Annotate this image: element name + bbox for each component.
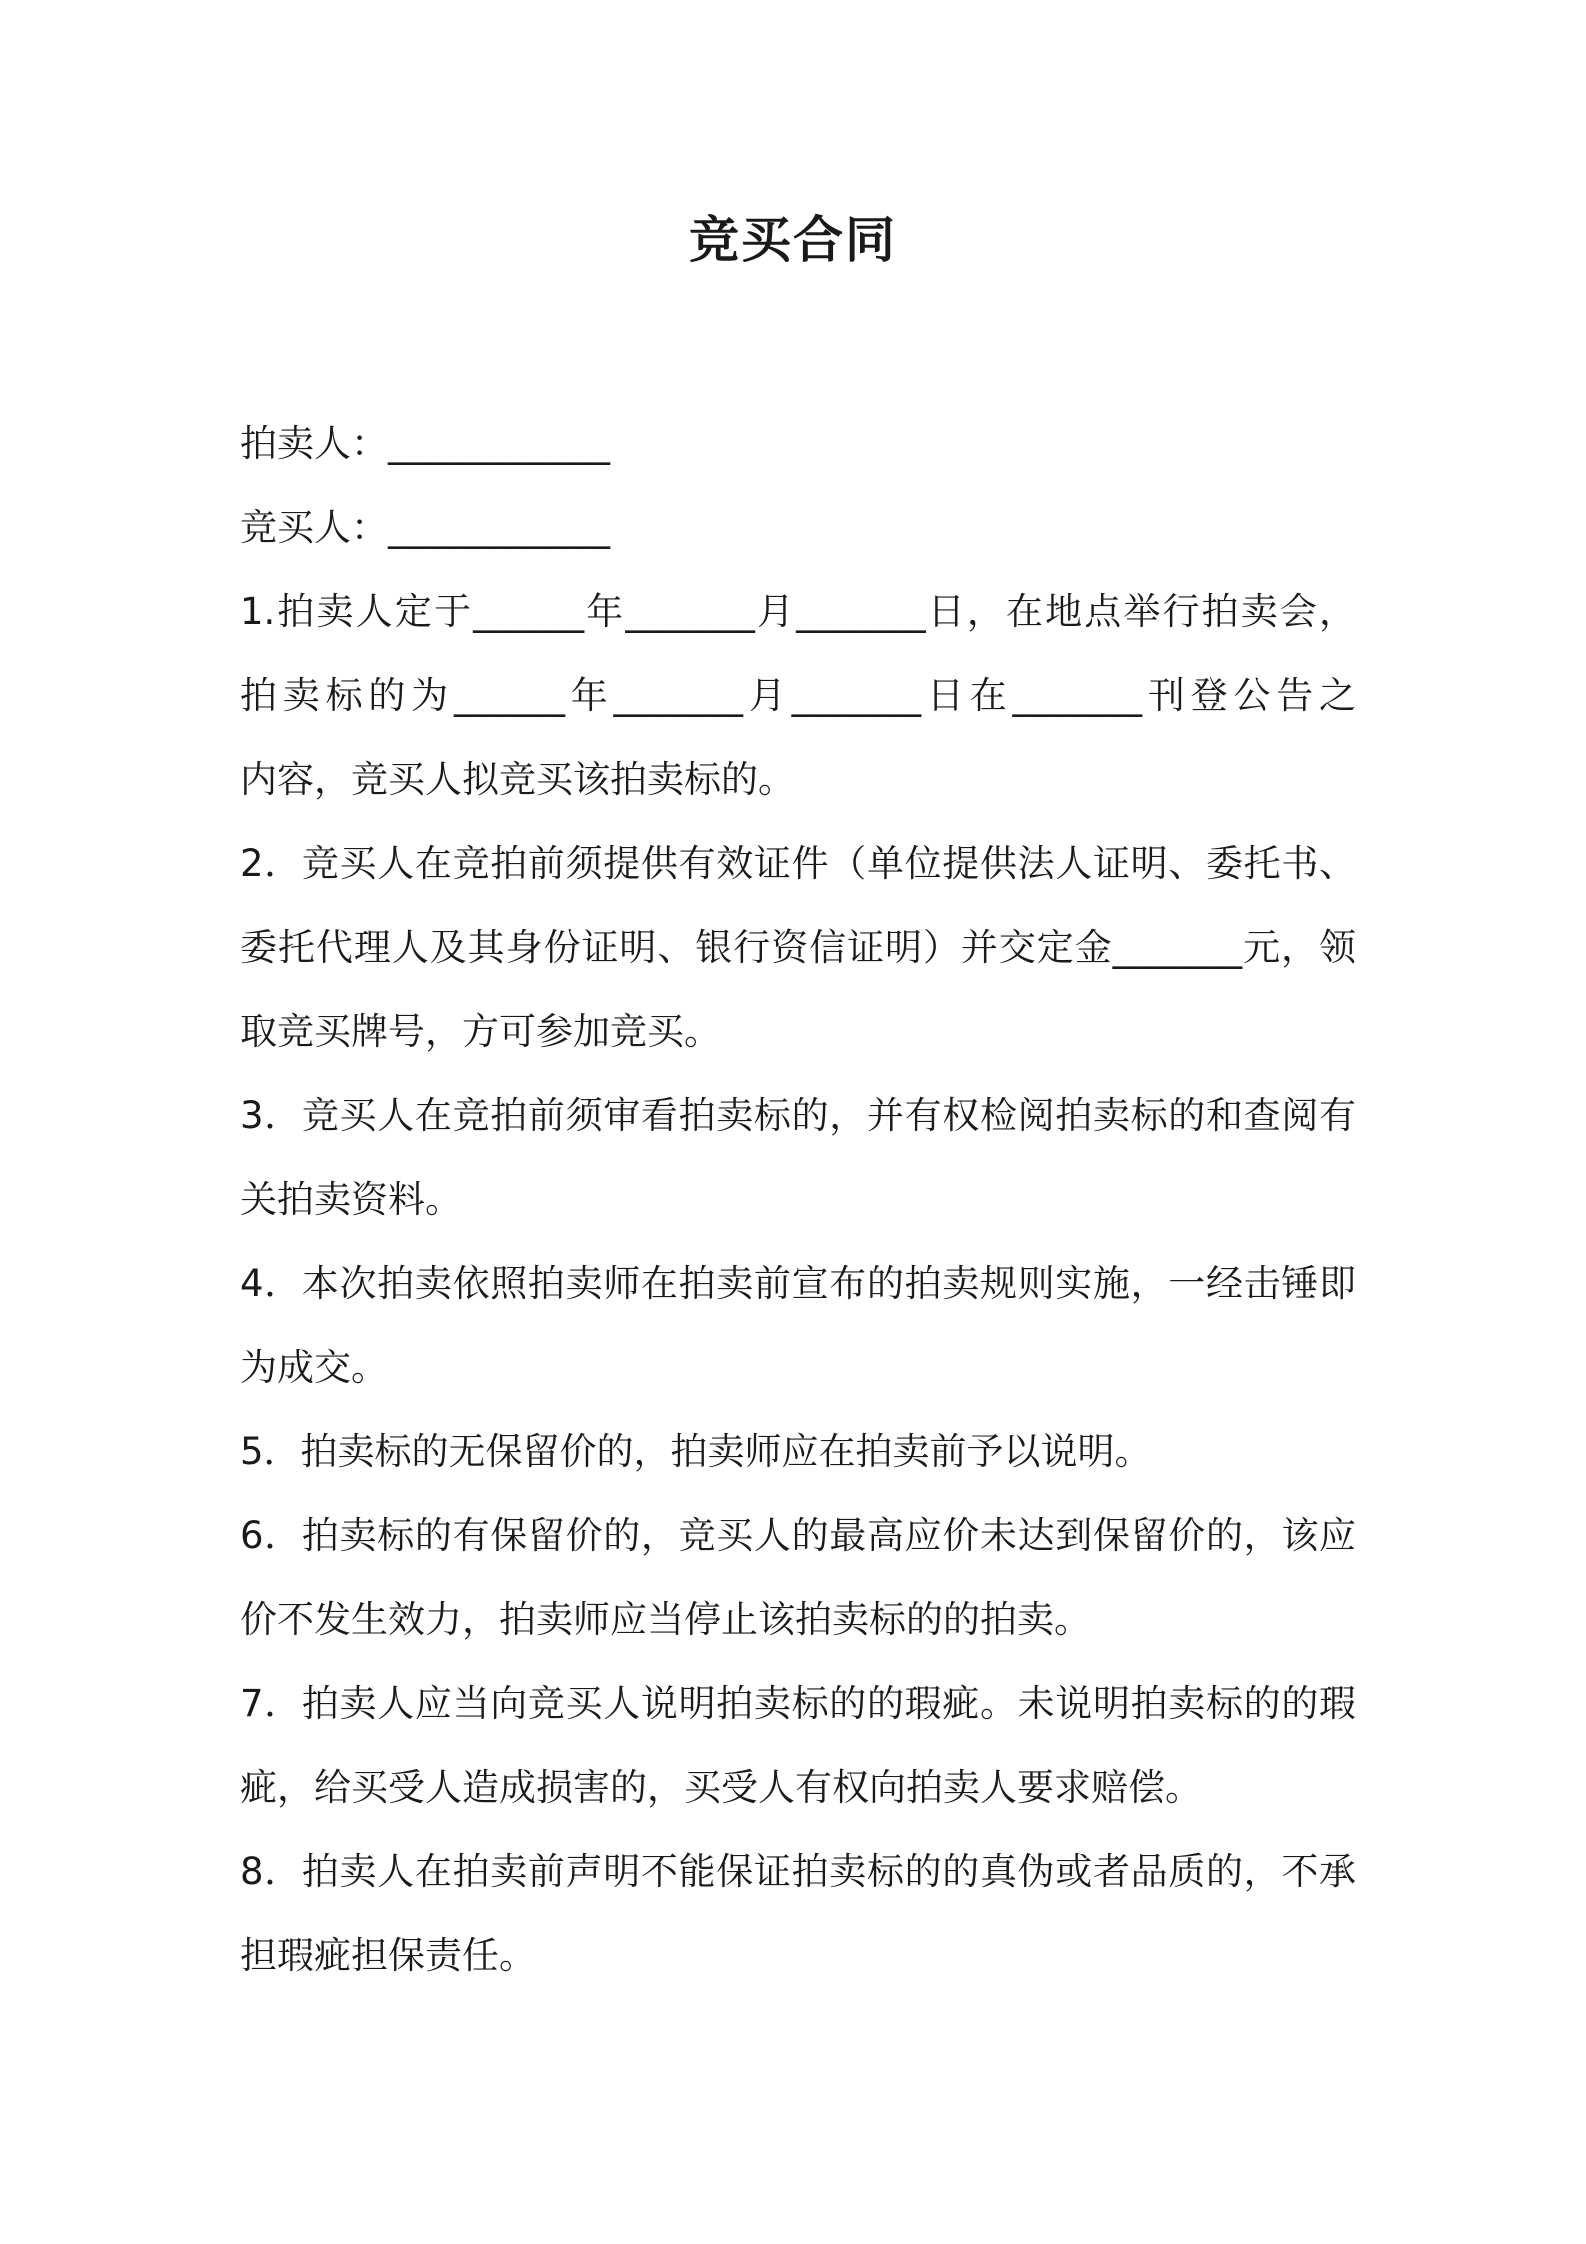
clause-7-line-2: 疵，给买受人造成损害的，买受人有权向拍卖人要求赔偿。 bbox=[240, 1766, 1202, 1809]
clause-6-line-2: 价不发生效力，拍卖师应当停止该拍卖标的的拍卖。 bbox=[240, 1598, 1091, 1641]
seller-line: 拍卖人：____________ bbox=[240, 422, 610, 465]
clause-2-line-2: 委托代理人及其身份证明、银行资信证明）并交定金_______元，领 bbox=[240, 926, 1356, 969]
clause-8-line-1: 8．拍卖人在拍卖前声明不能保证拍卖标的的真伪或者品质的，不承 bbox=[240, 1850, 1356, 1893]
clause-1-line-3: 内容，竞买人拟竞买该拍卖标的。 bbox=[240, 758, 795, 801]
clause-7-line-1: 7．拍卖人应当向竞买人说明拍卖标的的瑕疵。未说明拍卖标的的瑕 bbox=[240, 1682, 1356, 1725]
clause-8-line-2: 担瑕疵担保责任。 bbox=[240, 1934, 536, 1977]
clause-5-line-1: 5．拍卖标的无保留价的，拍卖师应在拍卖前予以说明。 bbox=[240, 1430, 1152, 1473]
clause-2-line-3: 取竞买牌号，方可参加竞买。 bbox=[240, 1010, 721, 1053]
clause-4-line-1: 4．本次拍卖依照拍卖师在拍卖前宣布的拍卖规则实施，一经击锤即 bbox=[240, 1262, 1356, 1305]
clause-3-line-2: 关拍卖资料。 bbox=[240, 1178, 462, 1221]
clause-6-line-1: 6．拍卖标的有保留价的，竞买人的最高应价未达到保留价的，该应 bbox=[240, 1514, 1356, 1557]
bidder-line: 竞买人：____________ bbox=[240, 506, 610, 549]
clause-1-line-2: 拍卖标的为______年_______月_______日在_______刊登公告之 bbox=[240, 674, 1356, 717]
document-body bbox=[240, 402, 1356, 1998]
document-title: 竞买合同 bbox=[689, 211, 897, 269]
clause-3-line-1: 3．竞买人在竞拍前须审看拍卖标的，并有权检阅拍卖标的和查阅有 bbox=[240, 1094, 1356, 1137]
clause-4-line-2: 为成交。 bbox=[240, 1346, 388, 1389]
clause-2-line-1: 2．竞买人在竞拍前须提供有效证件（单位提供法人证明、委托书、 bbox=[240, 842, 1356, 885]
clause-1-line-1: 1.拍卖人定于______年_______月_______日，在地点举行拍卖会， bbox=[240, 590, 1356, 633]
